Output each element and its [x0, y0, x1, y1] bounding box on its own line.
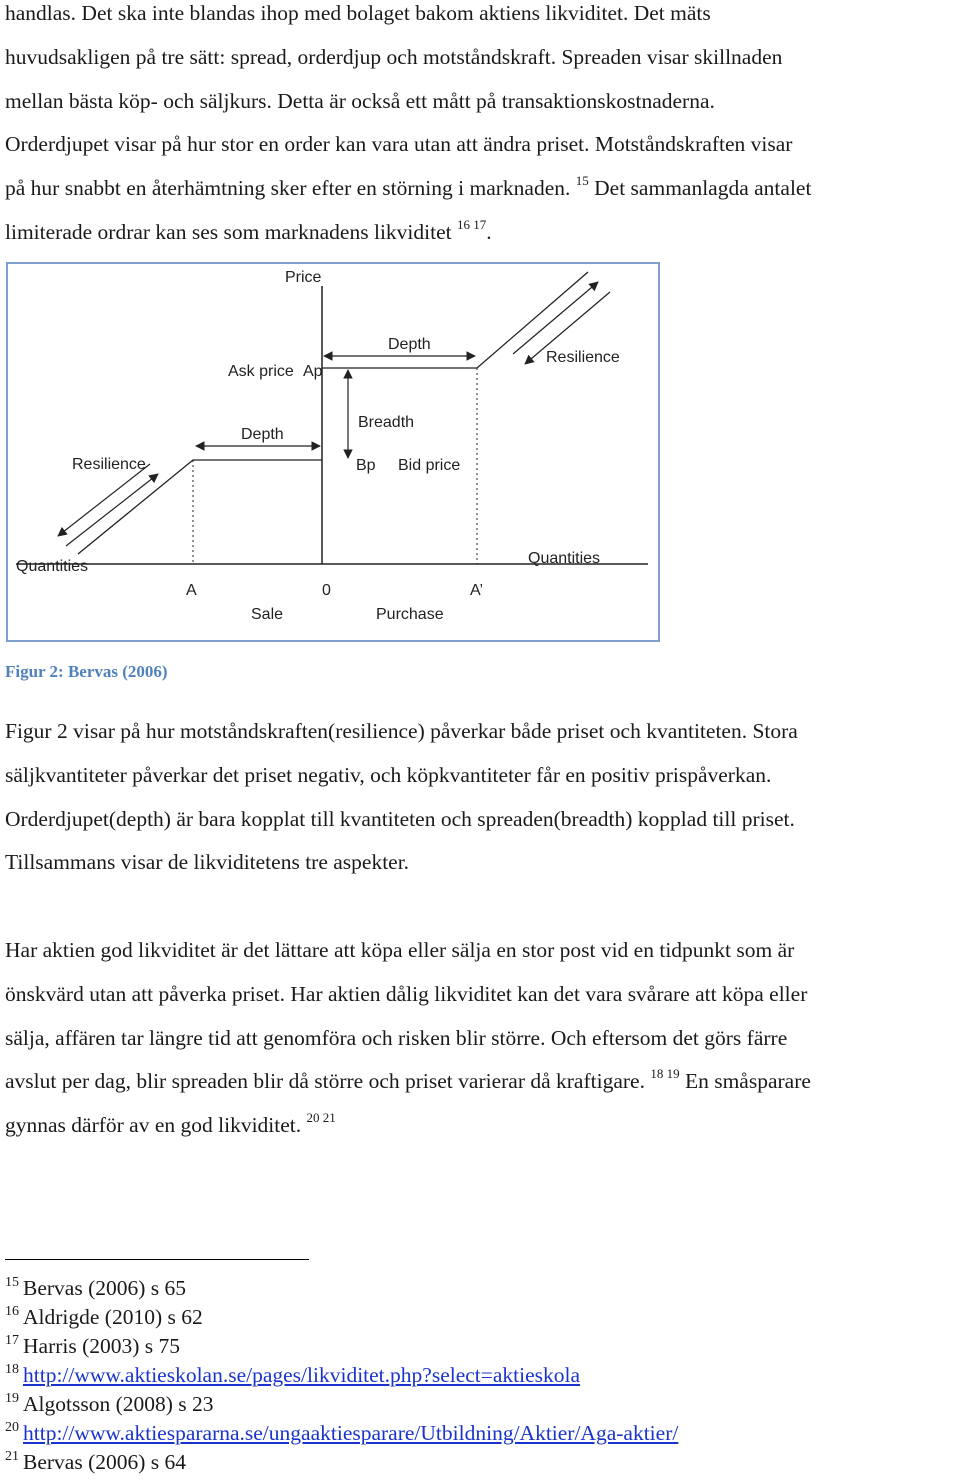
paragraph-3-line-1: Har aktien god likviditet är det lättare att köpa eller sälja en stor post vid en tidpunkt som är: [5, 938, 795, 962]
a-prime-label: A’: [470, 582, 484, 599]
breadth-label: Breadth: [358, 414, 415, 431]
footnote-text: Harris (2003) s 75: [23, 1334, 181, 1358]
text-span: gynnas därför av en god likviditet.: [5, 1113, 302, 1137]
resilience-arrow-left-1: [58, 464, 150, 536]
resilience-arrow-left-2: [66, 474, 158, 546]
footnote-link[interactable]: http://www.aktiespararna.se/ungaaktiesparare/Utbildning/Aktier/Aga-aktier/: [23, 1421, 679, 1445]
footnote-21: [5, 1450, 186, 1474]
paragraph-3-line-5: [5, 1112, 336, 1138]
paragraph-3-line-2: önskvärd utan att påverka priset. Har aktien dålig likviditet kan det vara svårare att köpa eller: [5, 982, 808, 1006]
bid-curve: [78, 460, 322, 554]
footnote-text: Algotsson (2008) s 23: [23, 1392, 214, 1416]
paragraph-3-line-3: sälja, affären tar längre tid att genomföra och risken blir större. Och eftersom det görs färre: [5, 1026, 788, 1050]
text-span: avslut per dag, blir spreaden blir då större och priset varierar då kraftigare.: [5, 1069, 645, 1093]
paragraph-2-line-4: Tillsammans visar de likviditetens tre aspekter.: [5, 850, 410, 874]
footnote-19: [5, 1392, 214, 1416]
paragraph-1-line-5: [5, 175, 811, 201]
paragraph-1-line-1: handlas. Det ska inte blandas ihop med bolaget bakom aktiens likviditet. Det mäts: [5, 1, 711, 25]
footnote-separator: [5, 1259, 309, 1260]
footnote-ref: 15: [575, 173, 589, 188]
footnote-text: Bervas (2006) s 65: [23, 1276, 187, 1300]
ask-price-label: Ask price: [228, 363, 294, 380]
text-span: En småsparare: [679, 1069, 811, 1093]
sale-label: Sale: [251, 606, 284, 623]
footnote-15: [5, 1276, 186, 1300]
footnote-16: [5, 1305, 203, 1329]
footnote-text: Aldrigde (2010) s 62: [23, 1305, 203, 1329]
footnote-number: 17: [5, 1333, 19, 1348]
footnote-number: 16: [5, 1304, 19, 1319]
paragraph-2-line-3: Orderdjupet(depth) är bara kopplat till kvantiteten och spreaden(breadth) kopplad till priset.: [5, 807, 795, 831]
footnote-20: [5, 1421, 678, 1445]
footnote-number: 20: [5, 1420, 19, 1435]
footnote-link[interactable]: http://www.aktieskolan.se/pages/likviditet.php?select=aktieskola: [23, 1363, 581, 1387]
text-span: Det sammanlagda antalet: [588, 176, 812, 200]
footnote-ref: 20 21: [306, 1110, 336, 1125]
paragraph-1-line-2: huvudsakligen på tre sätt: spread, orderdjup och motståndskraft. Spreaden visar skillnaden: [5, 45, 783, 69]
depth-left-label: Depth: [241, 426, 284, 443]
resilience-arrow-right-1: [513, 282, 598, 354]
quantities-right-label: Quantities: [528, 550, 601, 567]
footnote-text: Bervas (2006) s 64: [23, 1450, 187, 1474]
resilience-left-label: Resilience: [72, 456, 146, 473]
resilience-right-label: Resilience: [546, 349, 620, 366]
footnote-ref: 18 19: [650, 1066, 680, 1081]
bp-label: Bp: [356, 457, 376, 474]
paragraph-1-line-6: [5, 219, 492, 245]
paragraph-1-line-3: mellan bästa köp- och säljkurs. Detta är också ett mått på transaktionskostnaderna.: [5, 89, 715, 113]
ap-label: Ap: [303, 363, 323, 380]
footnote-number: 18: [5, 1362, 19, 1377]
footnote-number: 15: [5, 1275, 19, 1290]
paragraph-3-line-4: [5, 1068, 811, 1094]
footnote-ref: 16 17: [456, 217, 487, 232]
purchase-label: Purchase: [376, 606, 444, 623]
price-label: Price: [285, 269, 322, 286]
figure-caption: Figur 2: Bervas (2006): [5, 662, 168, 681]
liquidity-diagram: [6, 262, 660, 642]
text-span: .: [486, 220, 492, 244]
footnote-number: 21: [5, 1449, 19, 1464]
paragraph-2-line-1: Figur 2 visar på hur motståndskraften(resilience) påverkar både priset och kvantiteten. Stora: [5, 719, 798, 743]
paragraph-1-line-4: Orderdjupet visar på hur stor en order kan vara utan att ändra priset. Motståndskraften visar: [5, 132, 793, 156]
footnote-18: [5, 1363, 580, 1387]
quantities-left-label: Quantities: [16, 558, 89, 575]
text-span: på hur snabbt en återhämtning sker efter en störning i marknaden.: [5, 176, 571, 200]
a-label: A: [186, 582, 197, 599]
footnote-number: 19: [5, 1391, 19, 1406]
footnote-17: [5, 1334, 180, 1358]
depth-top-label: Depth: [388, 336, 431, 353]
text-span: limiterade ordrar kan ses som marknadens likviditet: [5, 220, 452, 244]
paragraph-2-line-2: säljkvantiteter påverkar det priset negativ, och köpkvantiteter får en positiv prispåverkan.: [5, 763, 772, 787]
bid-price-label: Bid price: [398, 457, 461, 474]
diagram-svg: [8, 264, 658, 640]
zero-label: 0: [322, 582, 331, 599]
